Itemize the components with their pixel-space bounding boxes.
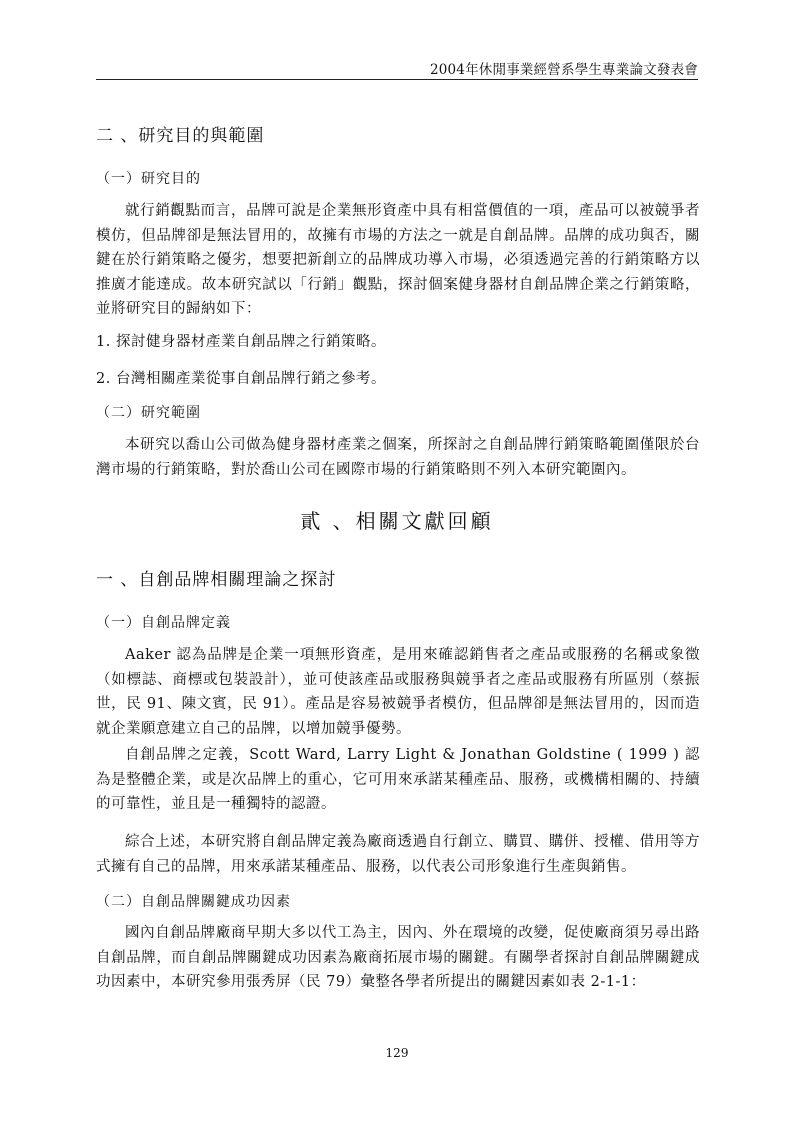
chapter-heading-literature-review: 貳 、相關文獻回顧 — [300, 509, 494, 533]
subsection-heading-research-scope: （二）研究範圍 — [96, 405, 201, 421]
subsection-heading-brand-definition: （一）自創品牌定義 — [96, 615, 231, 631]
page-number: 129 — [385, 1046, 409, 1060]
section-heading-research-purpose: 二 、研究目的與範圍 — [96, 126, 265, 146]
subsection-heading-research-purpose: （一）研究目的 — [96, 171, 201, 187]
paragraph-summary-definition: 綜合上述，本研究將自創品牌定義為廠商透過自行創立、購買、購併、授權、借用等方式擁有自己的品牌，用來承諾某種產品、服務，以代表公司形象進行生產與銷售。 — [96, 834, 700, 875]
paragraph-key-success-factors: 國內自創品牌廠商早期大多以代工為主，因內、外在環境的改變，促使廠商須另尋出路自創品牌，而自創品牌關鍵成功因素為廠商拓展市場的關鍵。有關學者探討自創品牌關鍵成功因素中，本研究參用張秀屏（民 79）彙整各學者所提出的關鍵因素如表 2-1-1： — [96, 925, 700, 991]
paragraph-aaker-definition: Aaker 認為品牌是企業一項無形資產，是用來確認銷售者之產品或服務的名稱或象徵（如標誌、商標或包裝設計），並可使該產品或服務與競爭者之產品或服務有所區別（蔡振世，民 91、陳文賓，民 91）。產品是容易被競爭者模仿，但品牌卻是無法冒用的，因而造就企業願意建立自己的品牌，以增加競爭優勢。 — [96, 647, 700, 737]
paragraph-research-scope: 本研究以喬山公司做為健身器材產業之個案，所探討之自創品牌行銷策略範圍僅限於台灣市場的行銷策略，對於喬山公司在國際市場的行銷策略則不列入本研究範圍內。 — [96, 437, 700, 478]
paragraph-ward-definition: 自創品牌之定義，Scott Ward, Larry Light & Jonathan Goldstine ( 1999 ) 認為是整體企業，或是次品牌上的重心，它可用來承諾某種產品、服務，或機構相關的、持續的可靠性，並且是一種獨特的認證。 — [96, 747, 700, 813]
section-heading-own-brand-theory: 一 、自創品牌相關理論之探討 — [96, 570, 337, 590]
subsection-heading-key-success-factors: （二）自創品牌關鍵成功因素 — [96, 894, 291, 910]
paragraph-research-purpose: 就行銷觀點而言，品牌可說是企業無形資產中具有相當價值的一項，產品可以被競爭者模仿，但品牌卻是無法冒用的，故擁有市場的方法之一就是自創品牌。品牌的成功與否，關鍵在於行銷策略之優劣，想要把新創立的品牌成功導入市場，必須透過完善的行銷策略方以推廣才能達成。故本研究試以「行銷」觀點，探討個案健身器材自創品牌企業之行銷策略，並將研究目的歸納如下： — [96, 203, 700, 318]
purpose-item-1: 1. 探討健身器材產業自創品牌之行銷策略。 — [96, 334, 386, 350]
header-rule — [96, 79, 698, 80]
running-header: 2004年休閒事業經營系學生專業論文發表會 — [429, 62, 698, 78]
purpose-item-2: 2. 台灣相關產業從事自創品牌行銷之參考。 — [96, 371, 386, 387]
